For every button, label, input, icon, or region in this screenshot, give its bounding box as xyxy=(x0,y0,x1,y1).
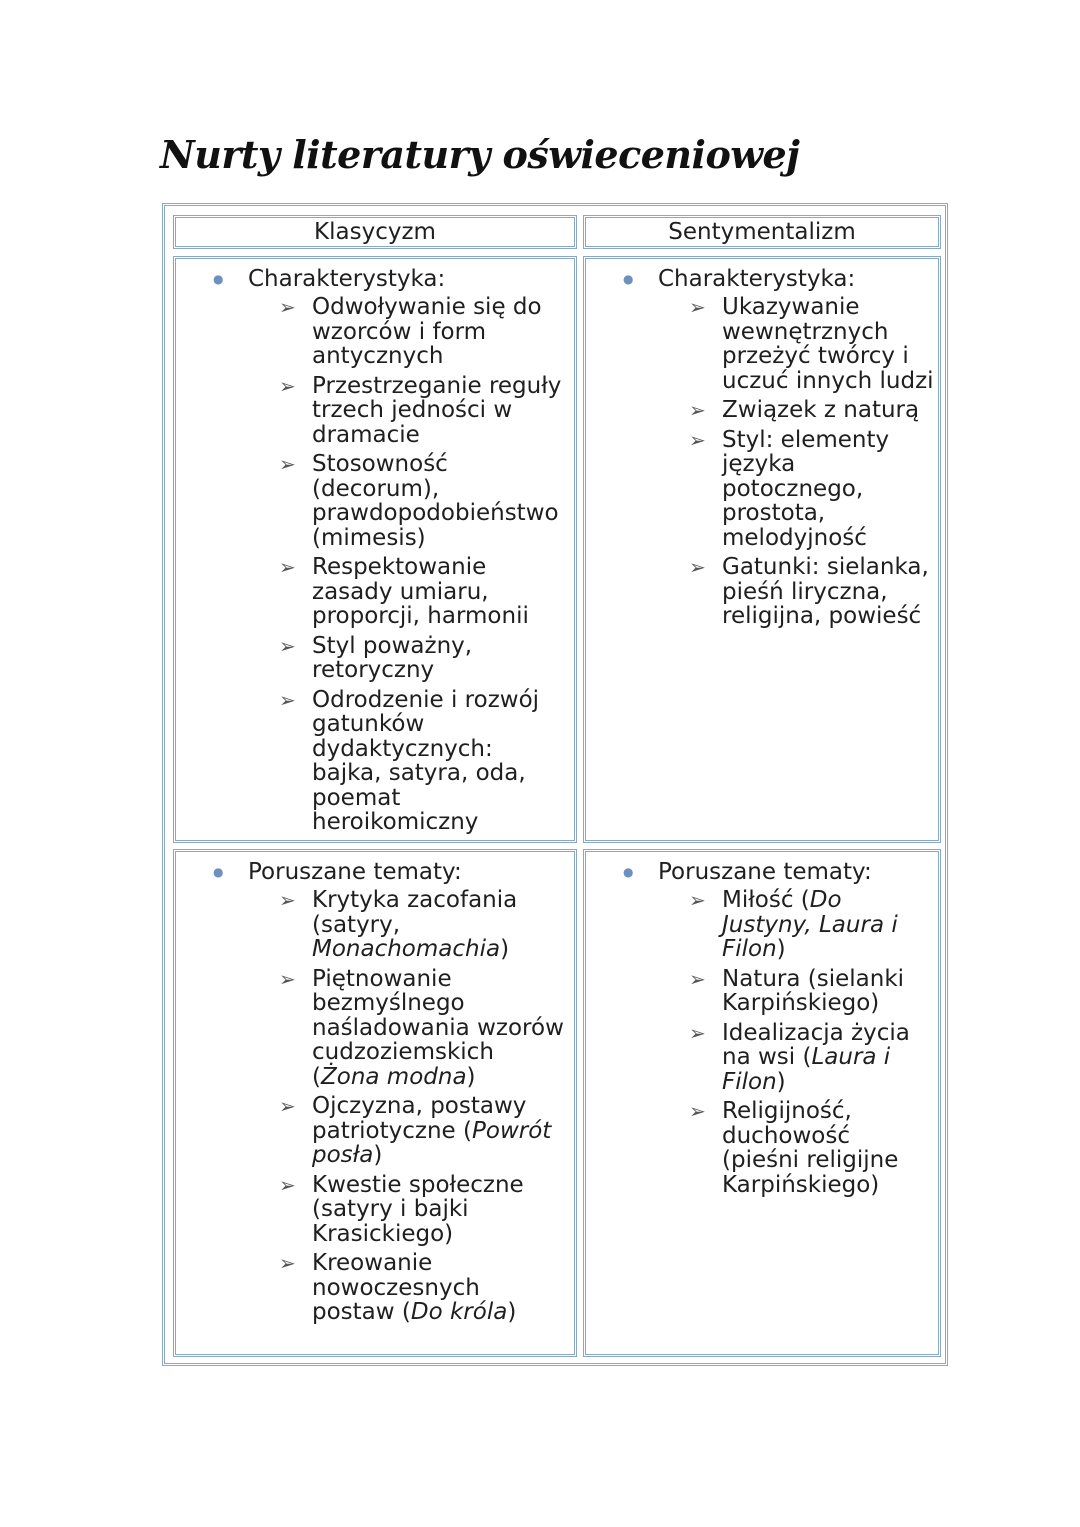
list-item: ➢ Odrodzenie i rozwój gatunków dydaktycznych: bajka, satyra, oda, poemat heroikomiczny xyxy=(312,688,574,835)
list-item xyxy=(312,1251,574,1325)
trends-table xyxy=(162,203,948,1366)
list-item xyxy=(312,967,574,1090)
section-heading: ● Poruszane tematy: xyxy=(586,858,938,886)
list-item xyxy=(722,1099,938,1197)
item-tail: ) xyxy=(776,1068,786,1095)
section-heading: ● Poruszane tematy: xyxy=(176,858,574,886)
list-item: ➢ Stosowność (decorum), prawdopodobieństwo (mimesis) xyxy=(312,452,574,550)
item-tail: ) xyxy=(373,1142,383,1168)
list-item xyxy=(722,1021,938,1095)
bullet-list xyxy=(586,295,938,629)
item-title: Do Justyny, Laura i Filon xyxy=(722,887,898,962)
header-sentymentalizm: Sentymentalizm xyxy=(583,215,941,249)
item-title: Monachomachia xyxy=(312,936,501,962)
list-item: ➢ Przestrzeganie reguły trzech jedności w dramacie xyxy=(312,374,574,448)
bullet-list xyxy=(176,295,574,835)
cell-klasycyzm-charakterystyka xyxy=(173,256,577,843)
page-title: Nurty literatury oświeceniowej xyxy=(160,132,800,177)
bullet-list xyxy=(586,888,938,1197)
list-item: ➢ Związek z naturą xyxy=(722,398,938,423)
item-text: Kreowanie nowoczesnych postaw ( xyxy=(312,1250,480,1325)
list-item: ➢ Ukazywanie wewnętrznych przeżyć twórcy i uczuć innych ludzi xyxy=(722,295,938,393)
item-text: Natura (sielanki Karpińskiego) xyxy=(722,965,905,1016)
list-item xyxy=(722,967,938,1016)
list-item xyxy=(312,1173,574,1247)
list-item xyxy=(312,888,574,962)
item-title: Żona modna xyxy=(320,1063,467,1090)
cell-klasycyzm-tematy xyxy=(173,849,577,1357)
item-tail: ) xyxy=(466,1063,476,1090)
item-title: Do króla xyxy=(410,1299,508,1325)
list-item: ➢ Styl: elementy języka potocznego, prostota, melodyjność xyxy=(722,428,938,551)
cell-sentymentalizm-tematy xyxy=(583,849,941,1357)
section-heading: ● Charakterystyka: xyxy=(586,265,938,293)
item-tail: ) xyxy=(776,936,786,962)
item-text: Religijność, duchowość (pieśni religijne Karpińskiego) xyxy=(722,1098,899,1198)
item-text: Kwestie społeczne (satyry i bajki Krasickiego) xyxy=(312,1171,524,1247)
header-klasycyzm: Klasycyzm xyxy=(173,215,577,249)
item-text: Krytyka zacofania (satyry, xyxy=(312,887,518,938)
section-heading: ● Charakterystyka: xyxy=(176,265,574,293)
item-tail: ) xyxy=(507,1299,517,1325)
list-item xyxy=(312,1094,574,1168)
item-text: Ojczyzna, postawy patriotyczne ( xyxy=(312,1093,527,1144)
list-item xyxy=(722,888,938,962)
bullet-list xyxy=(176,888,574,1325)
list-item: ➢ Respektowanie zasady umiaru, proporcji, harmonii xyxy=(312,555,574,629)
item-text: Piętnowanie bezmyślnego naśladowania wzorów cudzoziemskich ( xyxy=(312,965,564,1090)
item-text: Idealizacja życia na wsi ( xyxy=(722,1019,910,1070)
cell-sentymentalizm-charakterystyka xyxy=(583,256,941,843)
list-item: ➢ Odwoływanie się do wzorców i form antycznych xyxy=(312,295,574,369)
item-text: Miłość ( xyxy=(722,887,810,913)
item-title: Laura i Filon xyxy=(722,1044,891,1095)
item-title: Powrót posła xyxy=(312,1117,552,1168)
list-item: ➢ Styl poważny, retoryczny xyxy=(312,634,574,683)
item-tail: ) xyxy=(500,936,510,962)
list-item: ➢ Gatunki: sielanka, pieśń liryczna, religijna, powieść xyxy=(722,555,938,629)
